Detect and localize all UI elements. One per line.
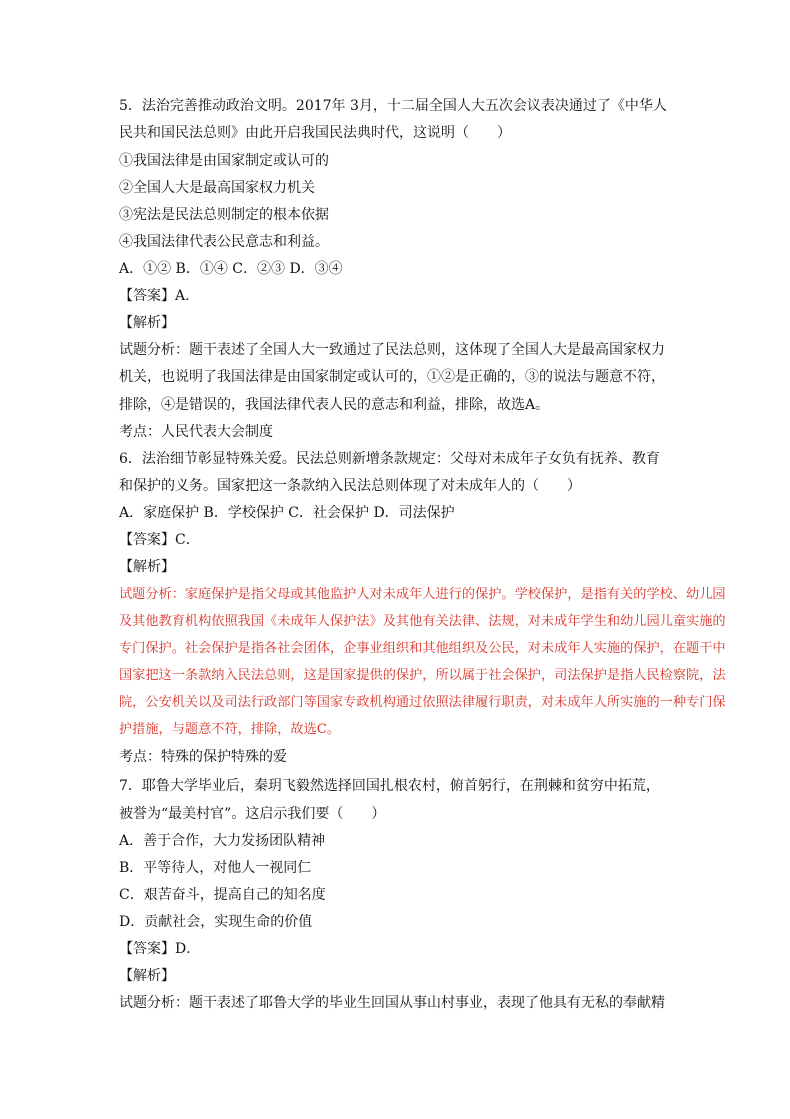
q6-stem-line-2: 和保护的义务。国家把这一条款纳入民法总则体现了对未成年人的（ ） [119,478,581,494]
q7-answer: 【答案】D． [119,941,201,957]
q5-stem-line-1: 5．法治完善推动政治文明。2017年 3月，十二届全国人大五次会议表决通过了《中华人 [119,98,667,114]
q7-option-a: A．善于合作，大力发扬团队精神 [119,833,326,849]
q5-stem-line-2: 民共和国民法总则》由此开启我国民法典时代，这说明（ ） [119,125,511,141]
q6-kaodian: 考点：特殊的保护特殊的爱 [119,749,287,765]
q5-options: A．①② B．①④ C．②③ D．③④ [119,261,343,277]
q5-analysis-label: 【解析】 [119,315,175,331]
q5-analysis-line-1: 试题分析：题干表述了全国人大一致通过了民法总则，这体现了全国人大是最高国家权力 [119,342,665,358]
q6-options: A．家庭保护 B．学校保护 C．社会保护 D．司法保护 [119,505,455,521]
q7-stem-line-1: 7．耶鲁大学毕业后，秦玥飞毅然选择回国扎根农村，俯首躬行，在荆棘和贫穷中拓荒， [119,778,660,794]
q6-stem-line-1: 6．法治细节彰显特殊关爱。民法总则新增条款规定：父母对未成年子女负有抚养、教育 [119,451,660,467]
q5-kaodian: 考点：人民代表大会制度 [119,424,273,440]
q6-analysis-line-2: 及其他教育机构依照我国《未成年人保护法》及其他有关法律、法规，对未成年学生和幼儿园儿童实施的 [119,614,726,629]
q7-option-b: B．平等待人，对他人一视同仁 [119,860,312,876]
q5-analysis-line-3: 排除，④是错误的，我国法律代表人民的意志和利益，排除，故选A。 [119,397,550,413]
q5-analysis-line-2: 机关，也说明了我国法律是由国家制定或认可的，①②是正确的，③的说法与题意不符， [119,369,665,385]
q6-analysis-line-5: 院，公安机关以及司法行政部门等国家专政机构通过依照法律履行职责，对未成年人所实施的一种专门保 [119,695,726,710]
q5-answer: 【答案】A． [119,288,200,304]
q6-analysis-line-3: 专门保护。社会保护是指各社会团体，企事业组织和其他组织及公民，对未成年人实施的保护，在题干中 [119,641,726,656]
q5-statement-1: ①我国法律是由国家制定或认可的 [119,153,329,169]
q6-analysis-line-1: 试题分析：家庭保护是指父母或其他监护人对未成年人进行的保护。学校保护，是指有关的学校、幼儿园 [119,587,726,602]
q5-statement-2: ②全国人大是最高国家权力机关 [119,180,315,196]
q7-option-c: C．艰苦奋斗，提高自己的知名度 [119,887,326,903]
q7-stem-line-2: 被誉为“最美村官”。这启示我们要（ ） [119,806,386,822]
q7-analysis-line-1: 试题分析：题干表述了耶鲁大学的毕业生回国从事山村事业，表现了他具有无私的奉献精 [119,995,665,1011]
q7-analysis-label: 【解析】 [119,968,175,984]
q7-option-d: D．贡献社会，实现生命的价值 [119,914,313,930]
q6-analysis-label: 【解析】 [119,559,175,575]
q6-analysis-line-4: 国家把这一条款纳入民法总则，这是国家提供的保护，所以属于社会保护，司法保护是指人民检察院，法 [119,668,726,683]
q5-statement-3: ③宪法是民法总则制定的根本依据 [119,207,329,223]
q5-statement-4: ④我国法律代表公民意志和利益。 [119,234,329,250]
q6-analysis-line-6: 护措施，与题意不符，排除，故选C。 [119,722,341,737]
q6-answer: 【答案】C． [119,532,200,548]
